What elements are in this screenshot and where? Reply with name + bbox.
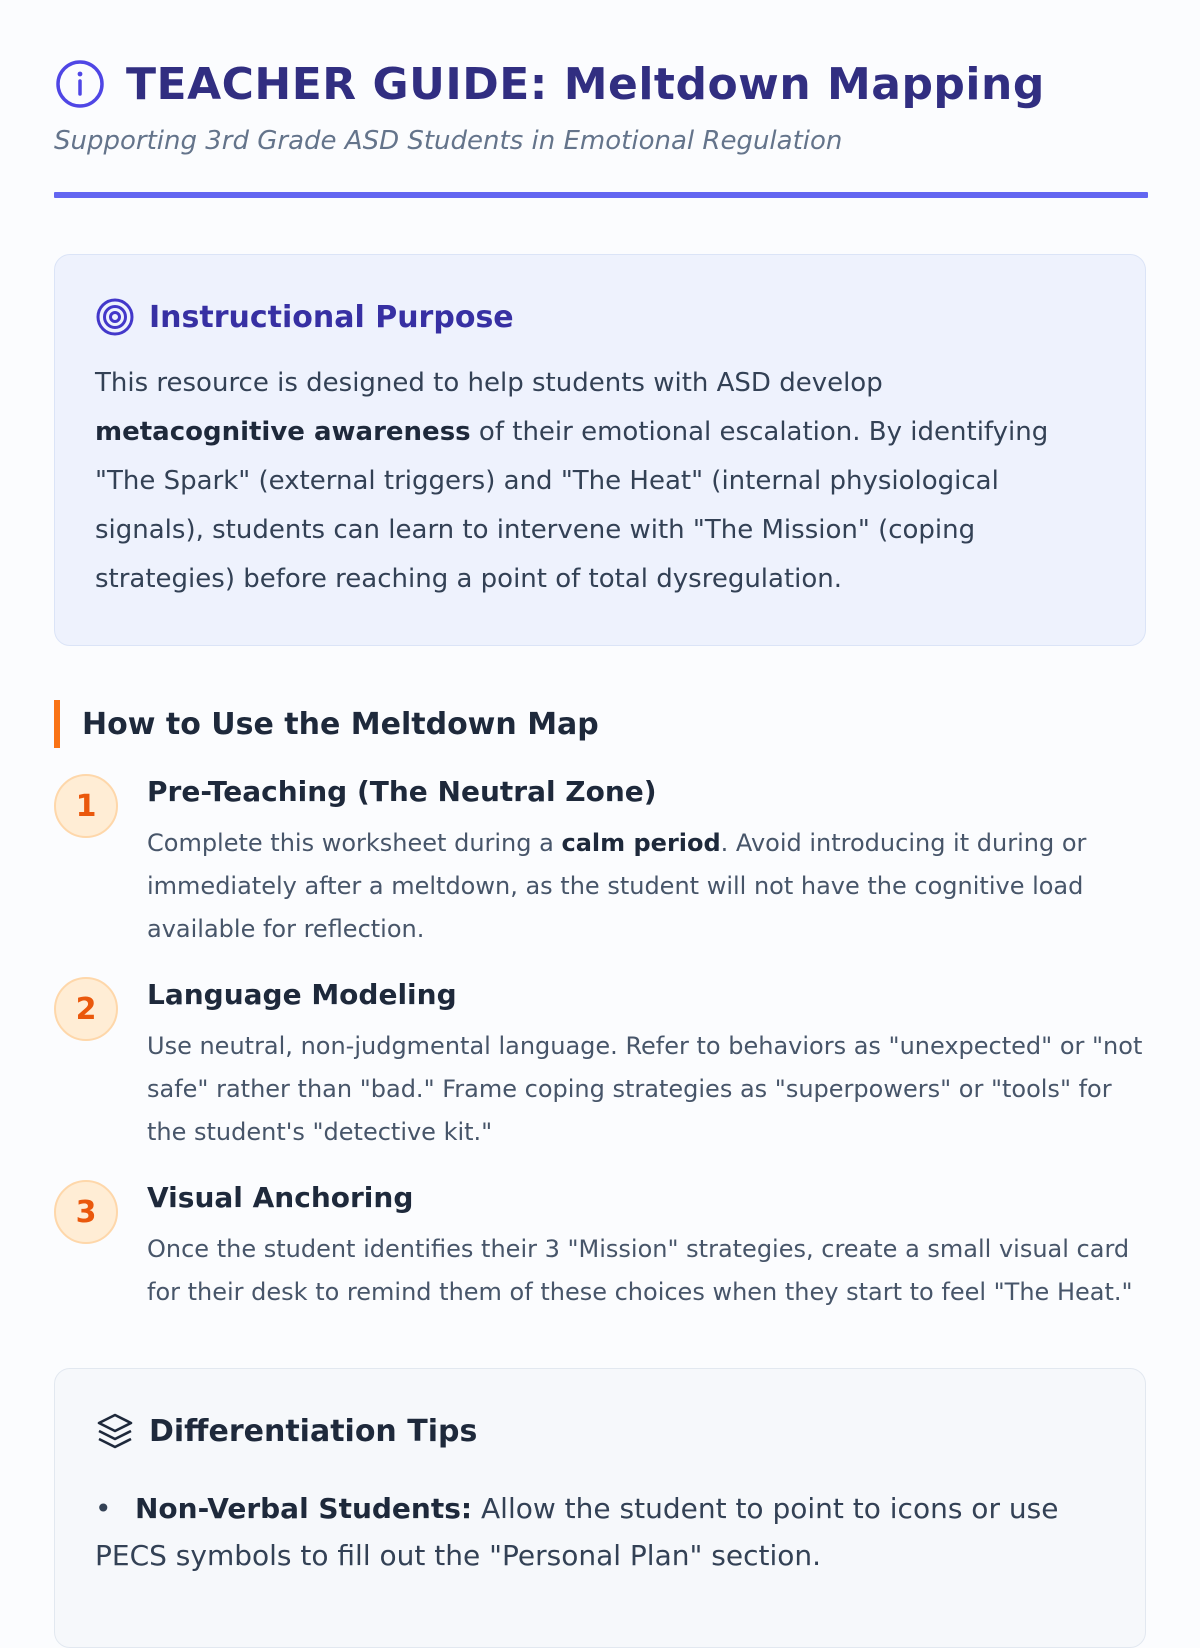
tip-label: Non-Verbal Students: [135, 1492, 473, 1525]
purpose-body [95, 359, 1105, 604]
step-item [54, 774, 1148, 977]
step-content [147, 1180, 1147, 1314]
purpose-body-bold: metacognitive awareness [95, 417, 471, 447]
teacher-guide-page [54, 0, 1148, 1572]
step-content [147, 977, 1147, 1154]
step-title: Pre-Teaching (The Neutral Zone) [147, 775, 657, 808]
purpose-heading-text: Instructional Purpose [149, 299, 514, 335]
step-title: Visual Anchoring [147, 1181, 414, 1214]
differentiation-tips-card [54, 1368, 1146, 1648]
step-desc-after: . Avoid introducing it during or immediately after a meltdown, as the student will not have the cognitive load available for reflection. [147, 829, 1087, 943]
info-circle-icon [54, 58, 106, 110]
title-row [54, 54, 1148, 114]
page-subtitle: Supporting 3rd Grade ASD Students in Emotional Regulation [54, 126, 843, 156]
step-description: Once the student identifies their 3 "Mission" strategies, create a small visual card for their desk to remind them of these choices when they start to feel "The Heat." [147, 1235, 1133, 1306]
page-header [54, 0, 1148, 156]
how-to-use-heading: How to Use the Meltdown Map [54, 700, 599, 748]
step-description [147, 822, 1147, 951]
purpose-body-rest: of their emotional escalation. By identifying "The Spark" (external triggers) and "The Heat" (internal physiological signals), students can learn to intervene with "The Mission" (coping strategies) before reaching a point of total dysregulation. [95, 417, 1049, 594]
steps-list [54, 774, 1148, 1383]
step-number-badge: 2 [54, 977, 118, 1041]
step-item [54, 977, 1148, 1180]
differentiation-heading-text: Differentiation Tips [149, 1413, 478, 1449]
list-item [95, 1485, 1105, 1579]
page-title: TEACHER GUIDE: Meltdown Mapping [126, 58, 1045, 110]
step-desc-bold: calm period [561, 829, 721, 857]
title-divider [54, 192, 1148, 198]
differentiation-tips-list [95, 1485, 1105, 1579]
step-item [54, 1180, 1148, 1383]
step-description: Use neutral, non-judgmental language. Refer to behaviors as "unexpected" or "not safe" rather than "bad." Frame coping strategies as "superpowers" or "tools" for the student's "detective kit." [147, 1032, 1143, 1146]
purpose-body-intro: This resource is designed to help students with ASD develop [95, 368, 883, 398]
step-desc-before: Complete this worksheet during a [147, 829, 562, 857]
instructional-purpose-card [54, 254, 1146, 646]
tip-text: Allow the student to point to icons or use PECS symbols to fill out the "Personal Plan" section. [95, 1492, 1059, 1572]
step-number-badge: 1 [54, 774, 118, 838]
step-content [147, 774, 1147, 951]
purpose-heading [95, 297, 1105, 337]
target-icon [95, 297, 135, 337]
differentiation-heading [95, 1411, 1105, 1451]
step-title: Language Modeling [147, 978, 457, 1011]
step-number-badge: 3 [54, 1180, 118, 1244]
layers-icon [95, 1411, 135, 1451]
bullet-icon: • [95, 1492, 112, 1525]
